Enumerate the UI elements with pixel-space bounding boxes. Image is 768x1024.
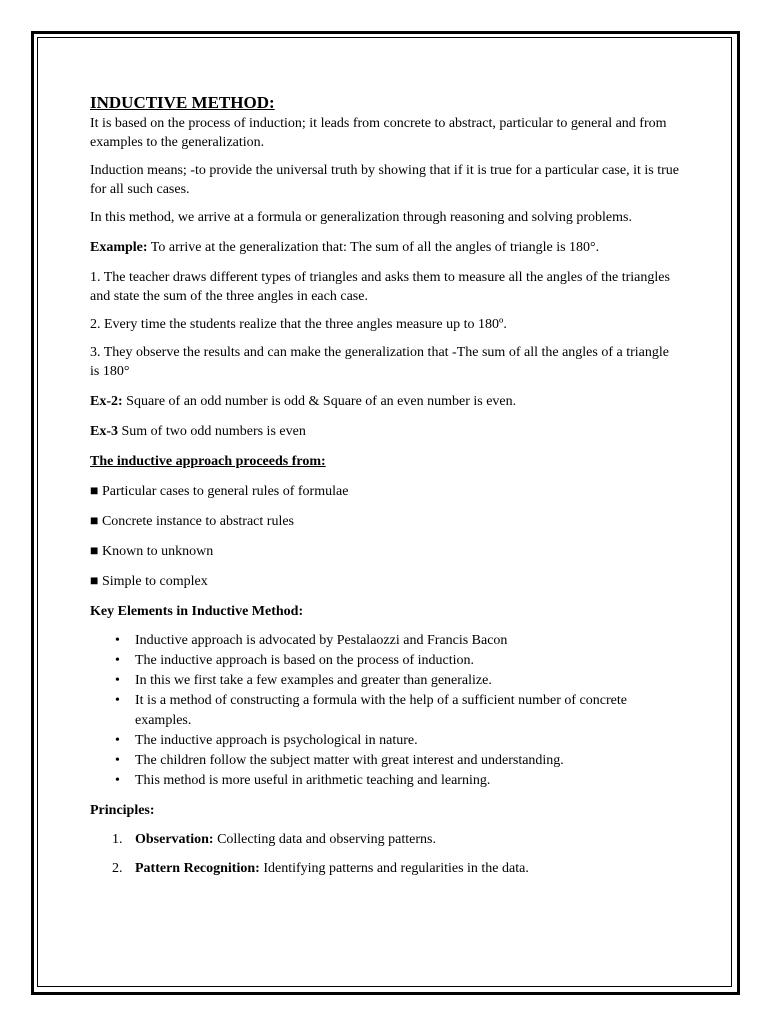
bullet-icon: •	[115, 653, 120, 668]
principle-label: Pattern Recognition:	[135, 861, 260, 876]
bullet-icon: •	[115, 773, 120, 788]
list-item	[112, 830, 680, 849]
principle-text: Identifying patterns and regularities in the data.	[259, 861, 529, 876]
ex3-text: Sum of two odd numbers is even	[118, 424, 306, 439]
list-item	[112, 859, 680, 878]
bullet-icon: •	[115, 633, 120, 648]
page-title: INDUCTIVE METHOD:	[90, 93, 275, 112]
list-item: • The children follow the subject matter with great interest and understanding.	[135, 751, 680, 771]
square-bullet-icon: ■	[90, 514, 99, 529]
example-label: Example:	[90, 240, 148, 255]
principles-heading: Principles:	[90, 803, 155, 818]
ex2-paragraph	[90, 392, 680, 411]
intro-paragraph-1: It is based on the process of induction; it leads from concrete to abstract, particular to general and from examples to the generalization.	[90, 116, 667, 150]
square-bullet-icon: ■	[90, 484, 99, 499]
ex3-label: Ex-3	[90, 424, 118, 439]
approach-item: ■ Particular cases to general rules of formulae	[90, 484, 349, 499]
principles-list	[90, 830, 680, 878]
principle-label: Observation:	[135, 832, 214, 847]
approach-item: ■ Concrete instance to abstract rules	[90, 514, 295, 529]
approach-item: ■ Known to unknown	[90, 544, 214, 559]
intro-paragraph-3: In this method, we arrive at a formula or generalization through reasoning and solving problems.	[90, 210, 632, 225]
document-body	[90, 92, 680, 888]
intro-paragraph-2: Induction means; -to provide the universal truth by showing that if it is true for a particular case, it is true for all such cases.	[90, 163, 680, 197]
list-item: • The inductive approach is psychological in nature.	[135, 731, 680, 751]
square-bullet-icon: ■	[90, 574, 99, 589]
ex2-label: Ex-2:	[90, 394, 123, 409]
approach-item: ■ Simple to complex	[90, 574, 208, 589]
ex2-text: Square of an odd number is odd & Square of an even number is even.	[122, 394, 517, 409]
bullet-icon: •	[115, 693, 120, 708]
list-item: • This method is more useful in arithmetic teaching and learning.	[135, 771, 680, 791]
example-step-3: 3. They observe the results and can make the generalization that -The sum of all the angles of a triangle is 180°	[90, 345, 669, 379]
key-elements-heading: Key Elements in Inductive Method:	[90, 604, 304, 619]
example-paragraph	[90, 238, 680, 257]
list-item: • The inductive approach is based on the process of induction.	[135, 651, 680, 671]
list-item: • Inductive approach is advocated by Pestalaozzi and Francis Bacon	[135, 631, 680, 651]
bullet-icon: •	[115, 753, 120, 768]
list-number: 2.	[112, 861, 123, 876]
bullet-icon: •	[115, 673, 120, 688]
principle-text: Collecting data and observing patterns.	[213, 832, 436, 847]
key-elements-list	[90, 631, 680, 791]
list-item: • In this we first take a few examples and greater than generalize.	[135, 671, 680, 691]
bullet-icon: •	[115, 733, 120, 748]
list-number: 1.	[112, 832, 123, 847]
list-item: • It is a method of constructing a formula with the help of a sufficient number of concrete examples.	[115, 693, 627, 728]
example-text: To arrive at the generalization that: The sum of all the angles of triangle is 180°.	[147, 240, 600, 255]
example-step-1: 1. The teacher draws different types of triangles and asks them to measure all the angles of the triangles and state the sum of the three angles in each case.	[90, 270, 670, 304]
example-step-2: 2. Every time the students realize that the three angles measure up to 180º.	[90, 317, 507, 332]
ex3-paragraph	[90, 422, 680, 441]
approach-heading: The inductive approach proceeds from:	[90, 454, 326, 469]
square-bullet-icon: ■	[90, 544, 99, 559]
